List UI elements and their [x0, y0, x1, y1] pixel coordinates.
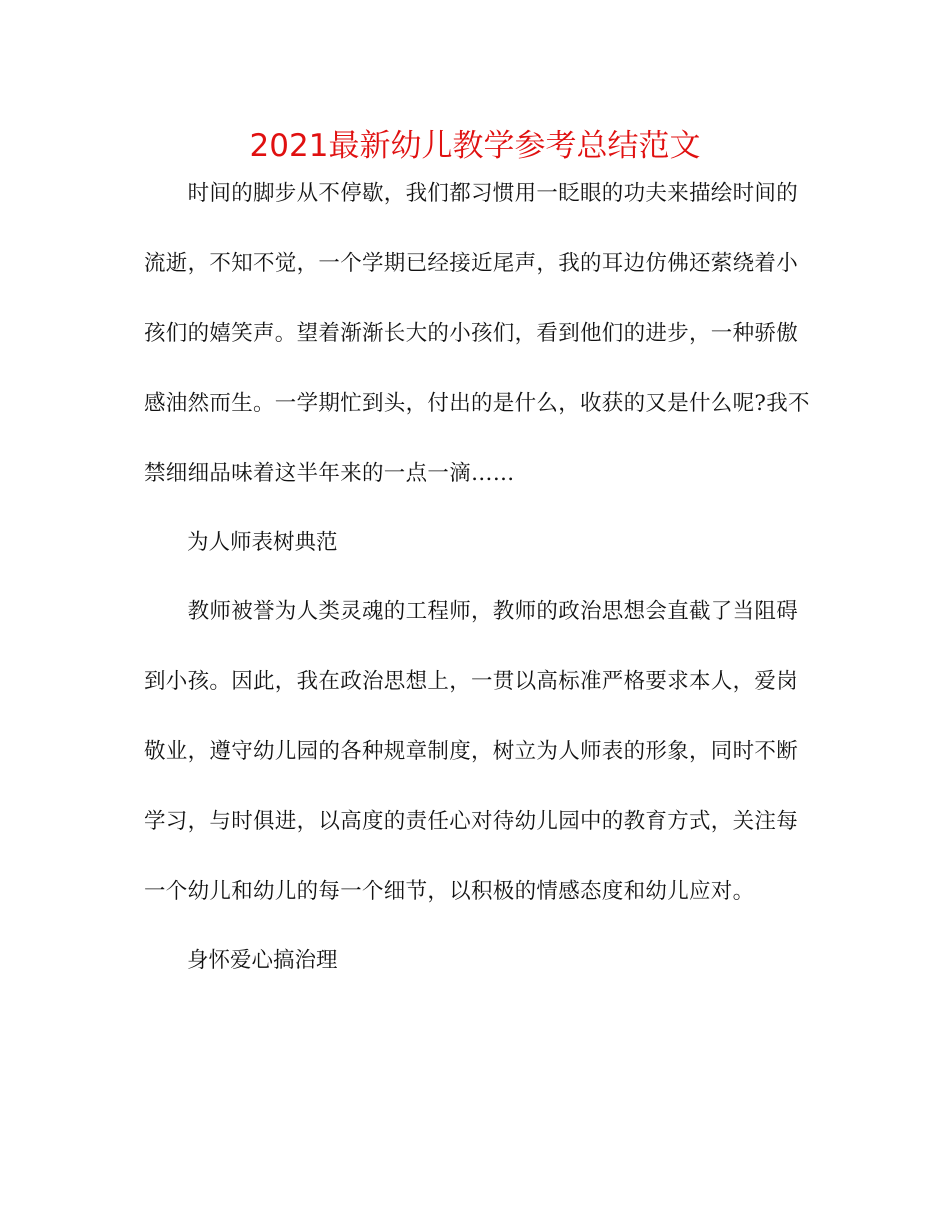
teacher-paragraph [144, 594, 806, 944]
paragraph-line: 学习，与时俱进，以高度的责任心对待幼儿园中的教育方式，关注每 [144, 809, 799, 834]
paragraph-line: 敬业，遵守幼儿园的各种规章制度，树立为人师表的形象，同时不断 [144, 739, 799, 764]
paragraph-line: 教师被誉为人类灵魂的工程师，教师的政治思想会直截了当阻碍 [144, 599, 799, 624]
section-heading-care: 身怀爱心搞治理 [187, 948, 338, 973]
paragraph-line: 孩们的嬉笑声。望着渐渐长大的小孩们，看到他们的进步，一种骄傲 [144, 321, 799, 346]
document-title: 2021最新幼儿教学参考总结范文 [249, 128, 701, 164]
section-heading-role-model: 为人师表树典范 [187, 530, 338, 555]
paragraph-line: 时间的脚步从不停歇，我们都习惯用一眨眼的功夫来描绘时间的 [144, 181, 799, 206]
paragraph-line: 流逝，不知不觉，一个学期已经接近尾声，我的耳边仿佛还萦绕着小 [144, 251, 799, 276]
intro-paragraph [144, 176, 810, 526]
paragraph-line: 感油然而生。一学期忙到头，付出的是什么，收获的又是什么呢?我不 [144, 391, 810, 416]
paragraph-line: 到小孩。因此，我在政治思想上，一贯以高标准严格要求本人，爱岗 [144, 669, 799, 694]
paragraph-line: 一个幼儿和幼儿的每一个细节，以积极的情感态度和幼儿应对。 [144, 879, 755, 904]
paragraph-line: 禁细细品味着这半年来的一点一滴…… [144, 461, 515, 486]
